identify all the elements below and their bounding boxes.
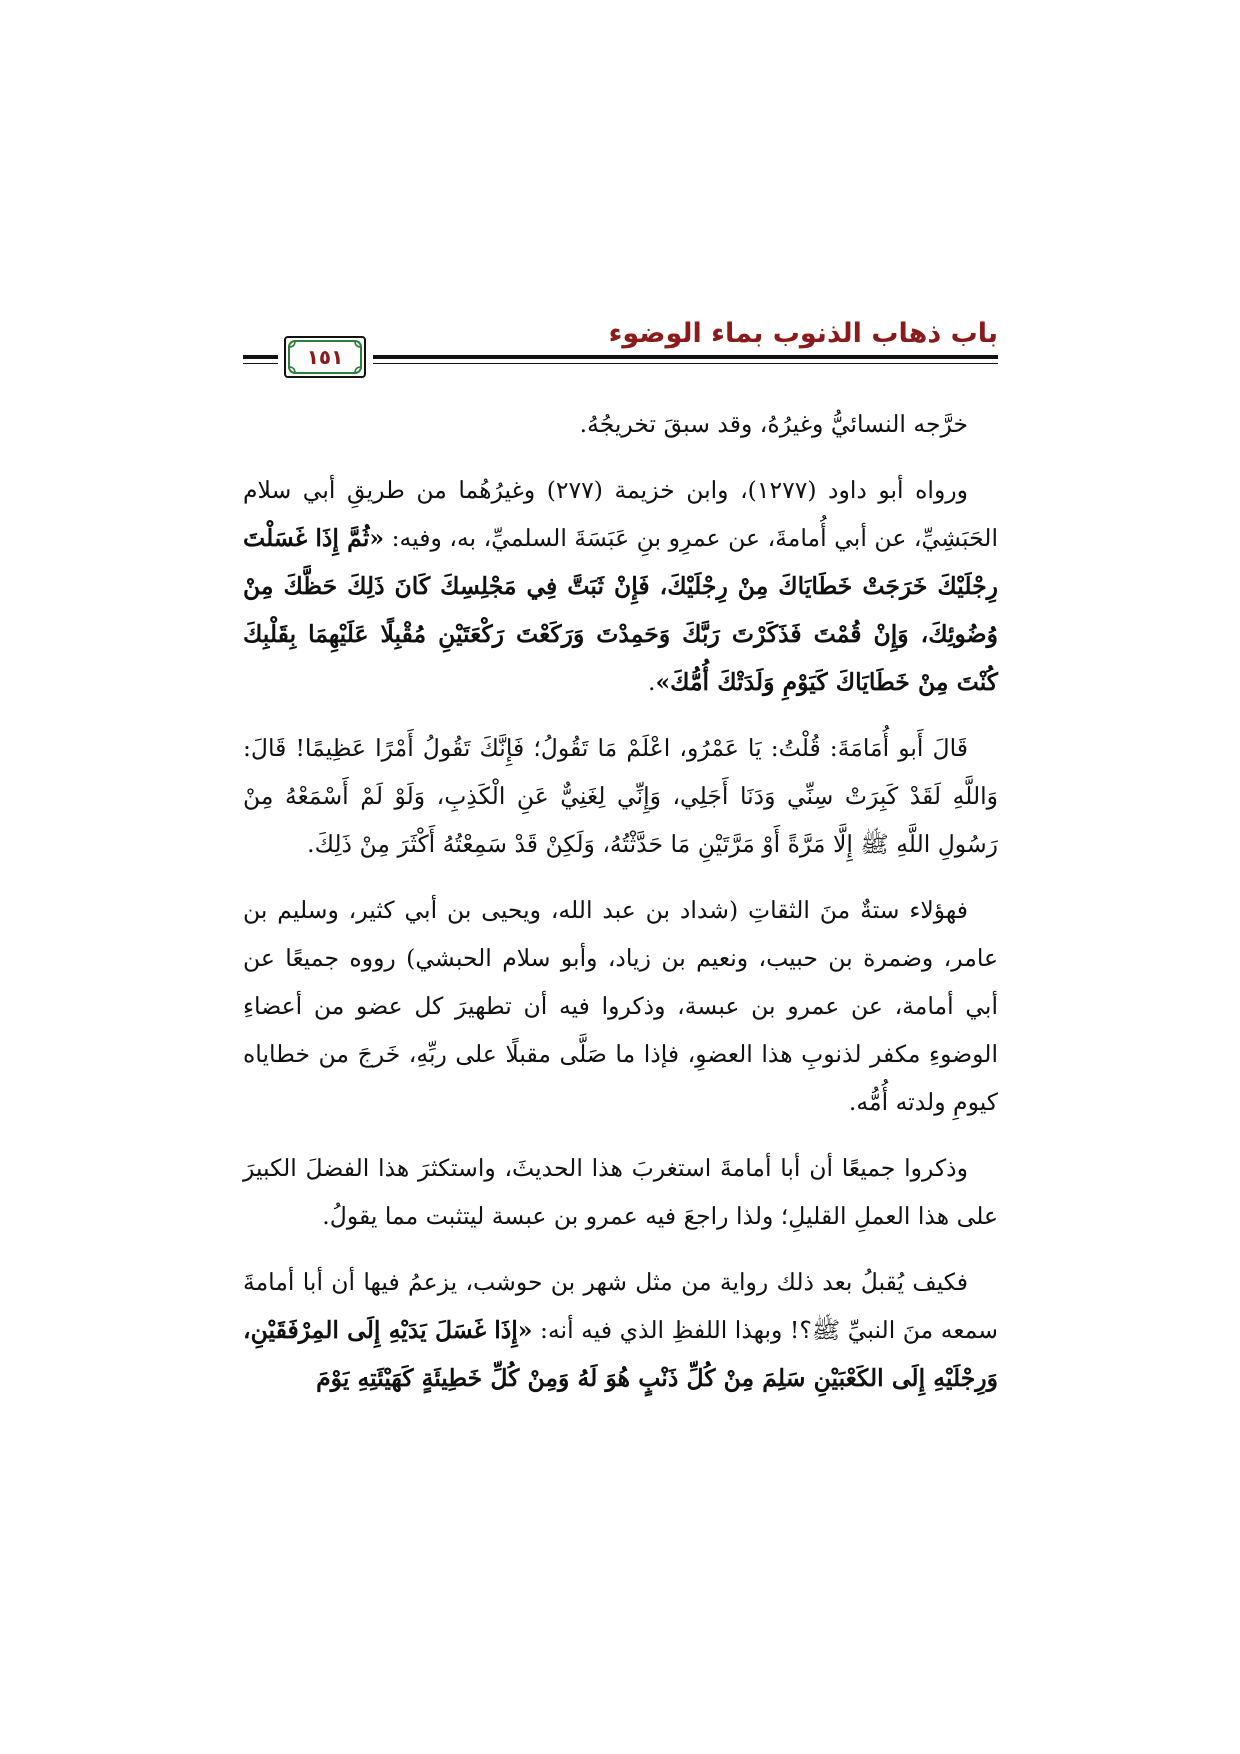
paragraph — [243, 886, 998, 1126]
header-rule — [373, 355, 998, 359]
page-number: ١٥١ — [306, 345, 344, 369]
hadith-quote: «ثُمَّ إِذَا غَسَلْتَ رِجْلَيْكَ خَرَجَتْ خَطَايَاكَ مِنْ رِجْلَيْكَ، فَإِنْ ثَبَتَّ فِي مَجْلِسِكَ كَانَ ذَلِكَ حَظَّكَ مِنْ وُضُوئِكَ، وَإِنْ قُمْتَ فَذَكَرْتَ رَبَّكَ وَحَمِدْتَ وَرَكَعْتَ رَكْعَتَيْنِ مُقْبِلًا عَلَيْهِمَا بِقَلْبِكَ كُنْتَ مِنْ خَطَايَاكَ كَيَوْمِ وَلَدَتْكَ أُمُّكَ» — [243, 524, 998, 696]
paragraph-text: . — [647, 668, 656, 696]
hadith-quote: «إِذَا غَسَلَ يَدَيْهِ إِلَى المِرْفَقَيْنِ، وَرِجْلَيْهِ إِلَى الكَعْبَيْنِ سَلِمَ مِنْ كُلِّ ذَنْبٍ هُوَ لَهُ وَمِنْ كُلِّ خَطِيئَةٍ كَهَيْئَتِهِ يَوْمَ — [243, 1316, 998, 1392]
paragraph-text: وذكروا جميعًا أن أبا أمامةَ استغربَ هذا الحديثَ، واستكثرَ هذا الفضلَ الكبيرَ على هذا العملِ القليلِ؛ ولذا راجعَ فيه عمرو بن عبسة ليتثبت مما يقولُ. — [243, 1154, 998, 1230]
paragraph-text: قَالَ أَبو أُمَامَةَ: قُلْتُ: يَا عَمْرُو، اعْلَمْ مَا تَقُولُ؛ فَإِنَّكَ تَقُولُ أَمْرًا عَظِيمًا! قَالَ: وَاللَّهِ لَقَدْ كَبِرَتْ سِنِّي وَدَنَا أَجَلِي، وَإِنِّي لِغَنِيٌّ عَنِ الْكَذِبِ، وَلَوْ لَمْ أَسْمَعْهُ مِنْ رَسُولِ اللَّهِ ﷺ إِلَّا مَرَّةً أَوْ مَرَّتَيْنِ مَا حَدَّثْتُهُ، وَلَكِنْ قَدْ سَمِعْتُهُ أَكْثَرَ مِنْ ذَلِكَ. — [243, 734, 998, 858]
paragraph — [243, 466, 998, 706]
header-rule — [243, 363, 278, 364]
page-number-badge — [283, 335, 367, 379]
chapter-title: باب ذهاب الذنوب بماء الوضوء — [608, 318, 998, 349]
header-rule — [373, 363, 998, 364]
paragraph — [243, 1258, 998, 1402]
paragraph — [243, 400, 998, 448]
page-header — [243, 318, 998, 378]
paragraph — [243, 1144, 998, 1240]
header-rule — [243, 355, 278, 359]
paragraph-text: فهؤلاء ستةٌ منَ الثقاتِ (شداد بن عبد الله، ويحيى بن أبي كثير، وسليم بن عامر، وضمرة بن حبيب، ونعيم بن زياد، وأبو سلام الحبشي) رووه جميعًا عن أبي أمامة، عن عمرو بن عبسة، وذكروا فيه أن تطهيرَ كل عضو من أعضاءِ الوضوءِ مكفر لذنوبِ هذا العضوِ، فإذا ما صَلَّى مقبلًا على ربِّهِ، خَرجَ من خطاياه كيومِ ولدته أُمُّه. — [243, 896, 998, 1116]
paragraph-text: ورواه أبو داود (١٢٧٧)، وابن خزيمة (٢٧٧) وغيرُهُما من طريقِ أبي سلام الحَبَشِيِّ، عن أبي أُمامةَ، عن عمرِو بنِ عَبَسَةَ السلميِّ، به، وفيه: — [243, 476, 998, 552]
paragraph — [243, 724, 998, 868]
body-text — [243, 400, 998, 1420]
paragraph-text: فكيف يُقبلُ بعد ذلك رواية من مثل شهر بن حوشب، يزعمُ فيها أن أبا أمامةَ سمعه منَ النبيِّ ﷺ؟! وبهذا اللفظِ الذي فيه أنه: — [243, 1268, 998, 1344]
paragraph-text: خرَّجه النسائيُّ وغيرُهُ، وقد سبقَ تخريجُهُ. — [579, 410, 968, 438]
